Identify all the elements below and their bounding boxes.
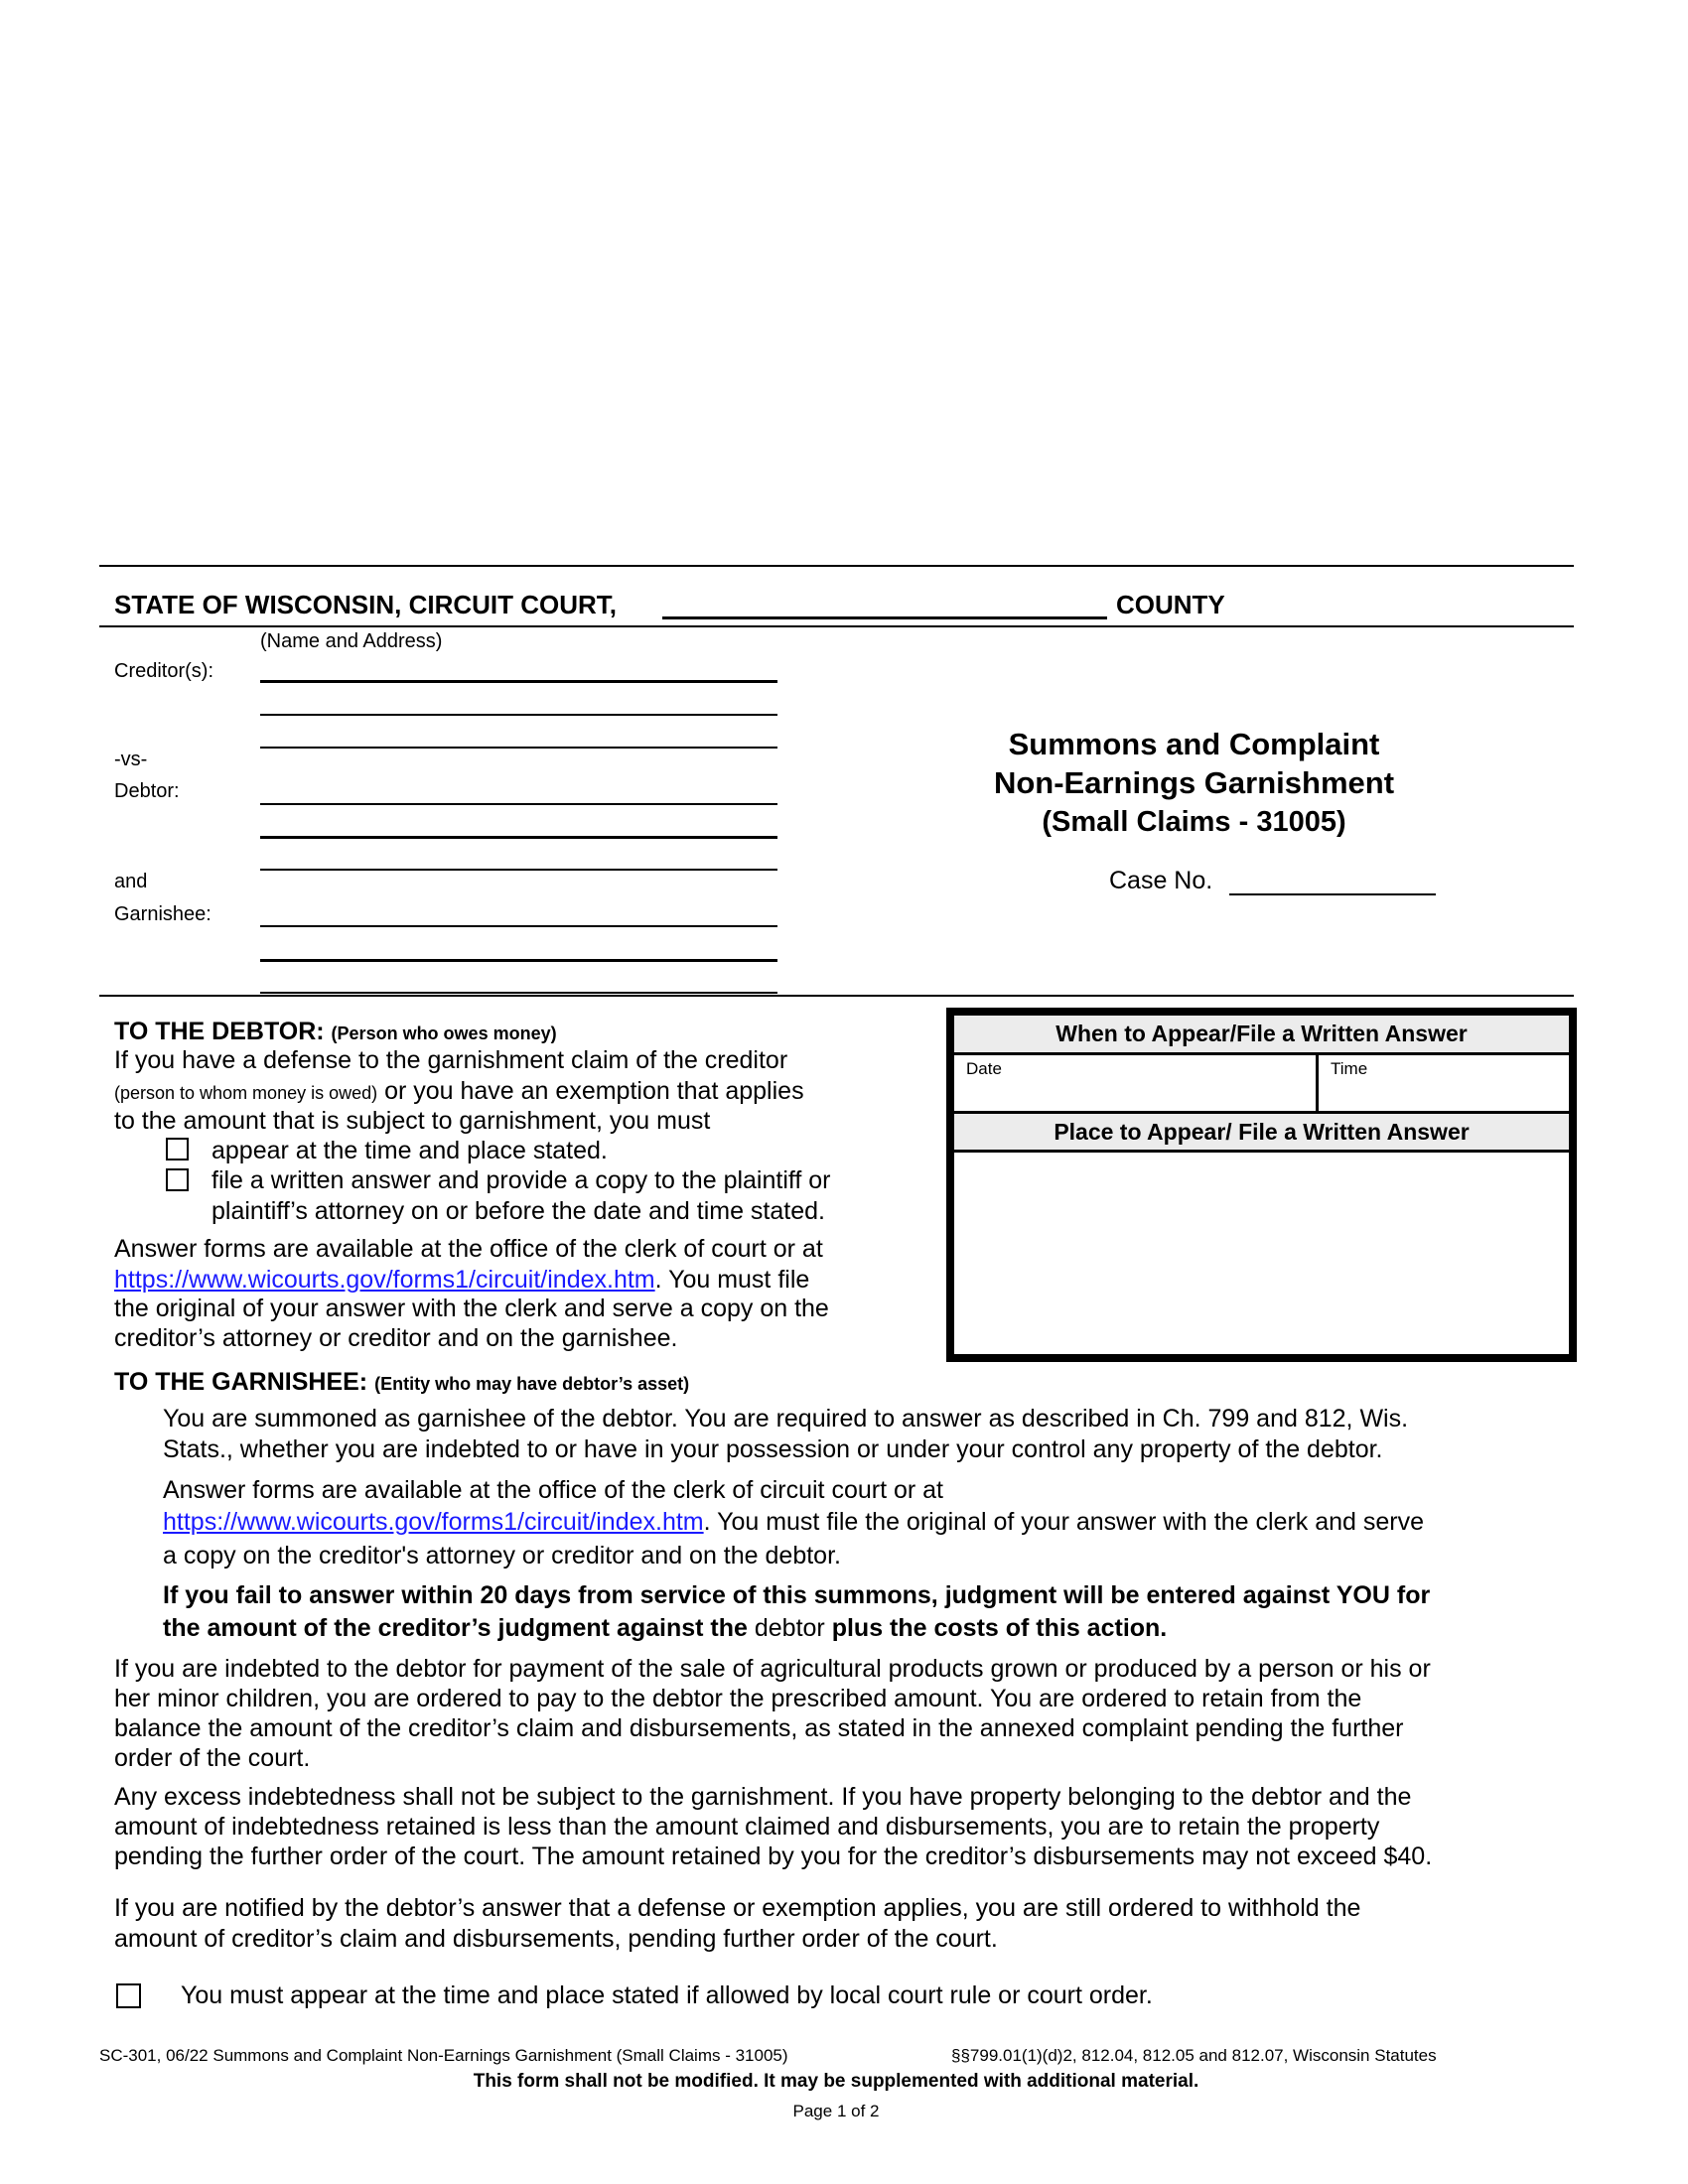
creditor-line-1[interactable] [260,680,777,683]
garnishee-text: Stats., whether you are indebted to or have in your possession or under your control any property of the debtor. [163,1435,1383,1463]
notified-text: amount of creditor’s claim and disbursements, pending further order of the court. [114,1925,998,1953]
debtor-forms-text [114,1265,809,1295]
county-label: COUNTY [1116,590,1225,619]
time-field[interactable] [1319,1055,1569,1114]
when-header: When to Appear/File a Written Answer [954,1016,1569,1055]
excess-text: Any excess indebtedness shall not be subject to the garnishment. If you have property belonging to the debtor and the [114,1783,1412,1811]
header-rule [99,625,1574,627]
debtor-heading [114,1017,557,1048]
written-answer-label: plaintiff’s attorney on or before the date and time stated. [211,1197,825,1225]
creditor-line-2[interactable] [260,714,777,716]
garnishee-line-2[interactable] [260,959,777,962]
name-address-label: (Name and Address) [260,630,443,652]
debtor-line-1[interactable] [260,803,777,805]
vs-label: -vs- [114,749,148,770]
agricultural-text: balance the amount of the creditor’s claim and disbursements, as stated in the annexed complaint pending the further [114,1714,1404,1742]
must-appear-label: You must appear at the time and place stated if allowed by local court rule or court order. [181,1981,1153,2009]
warning-part: plus the costs of this action. [824,1614,1168,1642]
page-number: Page 1 of 2 [792,2102,880,2120]
date-field[interactable] [954,1055,1319,1114]
garnishee-text: You are summoned as garnishee of the debtor. You are required to answer as described in Ch. 799 and 812, Wis. [163,1405,1409,1433]
garnishee-text-rest: . You must file the original of your answer with the clerk and serve [703,1508,1425,1536]
agricultural-text: order of the court. [114,1744,311,1772]
written-answer-checkbox[interactable] [166,1168,189,1191]
form-id: SC-301, 06/22 Summons and Complaint Non-Earnings Garnishment (Small Claims - 31005) [99,2046,788,2065]
garnishee-warning [163,1613,1167,1643]
garnishee-warning: If you fail to answer within 20 days from service of this summons, judgment will be entered against YOU for [163,1581,1431,1609]
form-category: (Small Claims - 31005) [1042,806,1346,838]
written-answer-label: file a written answer and provide a copy to the plaintiff or [211,1166,831,1194]
case-no-label: Case No. [1109,867,1213,894]
garnishee-text: a copy on the creditor's attorney or creditor and on the debtor. [163,1542,841,1570]
court-heading: STATE OF WISCONSIN, CIRCUIT COURT, [114,590,618,619]
excess-text: amount of indebtedness retained is less than the amount claimed and disbursements, you are to retain the property [114,1813,1380,1841]
debtor-subheading: (Person who owes money) [331,1024,557,1043]
creditor-line-3[interactable] [260,747,777,749]
debtor-text-rest: or you have an exemption that applies [377,1077,804,1105]
debtor-text: If you have a defense to the garnishment claim of the creditor [114,1046,788,1074]
must-appear-checkbox[interactable] [116,1983,141,2008]
garnishee-heading-text: TO THE GARNISHEE: [114,1368,368,1396]
agricultural-text: her minor children, you are ordered to pay to the debtor the prescribed amount. You are ordered to retain from the [114,1685,1362,1712]
warning-part: debtor [754,1614,825,1642]
debtor-forms-text: the original of your answer with the clerk and serve a copy on the [114,1295,829,1322]
forms-link[interactable]: https://www.wicourts.gov/forms1/circuit/index.htm [163,1508,704,1536]
forms-link[interactable]: https://www.wicourts.gov/forms1/circuit/index.htm [114,1266,655,1294]
section-rule [99,995,1574,997]
garnishee-line-1[interactable] [260,925,777,927]
statutes: §§799.01(1)(d)2, 812.04, 812.05 and 812.07, Wisconsin Statutes [951,2046,1437,2065]
excess-text: pending the further order of the court. The amount retained by you for the creditor’s disbursements may not exceed $40. [114,1843,1433,1870]
debtor-text: to the amount that is subject to garnishment, you must [114,1107,711,1135]
appear-option-label: appear at the time and place stated. [211,1137,608,1164]
agricultural-text: If you are indebted to the debtor for payment of the sale of agricultural products grown or produced by a person or his or [114,1655,1431,1683]
creditor-definition: (person to whom money is owed) [114,1083,378,1103]
debtor-forms-rest: . You must file [654,1266,810,1294]
warning-part: the amount of the creditor’s judgment against the [163,1614,755,1642]
place-header: Place to Appear/ File a Written Answer [954,1114,1569,1153]
top-rule [99,565,1574,567]
debtor-forms-text: creditor’s attorney or creditor and on the garnishee. [114,1324,678,1352]
county-field[interactable] [662,616,1107,619]
debtor-text [114,1076,804,1108]
time-label: Time [1331,1059,1368,1078]
form-subtitle: Non-Earnings Garnishment [993,765,1395,800]
appear-checkbox[interactable] [166,1138,189,1160]
place-field[interactable] [954,1153,1569,1354]
garnishee-text: Answer forms are available at the office of the clerk of circuit court or at [163,1476,943,1504]
debtor-line-2[interactable] [260,836,777,839]
debtor-forms-text: Answer forms are available at the office of the clerk of court or at [114,1235,823,1263]
debtor-label: Debtor: [114,780,180,802]
creditor-label: Creditor(s): [114,660,214,682]
form-title: Summons and Complaint [1008,727,1380,761]
and-label: and [114,871,148,892]
garnishee-heading [114,1367,689,1399]
garnishee-label: Garnishee: [114,903,211,925]
appearance-box [946,1008,1577,1362]
debtor-heading-text: TO THE DEBTOR: [114,1018,325,1045]
modification-notice: This form shall not be modified. It may be supplemented with additional material. [473,2071,1199,2092]
case-no-field[interactable] [1229,893,1436,895]
notified-text: If you are notified by the debtor’s answer that a defense or exemption applies, you are still ordered to withhold the [114,1894,1361,1922]
garnishee-text [163,1507,1424,1537]
garnishee-subheading: (Entity who may have debtor’s asset) [374,1374,690,1394]
debtor-line-3[interactable] [260,869,777,871]
date-label: Date [966,1059,1002,1078]
garnishee-line-3[interactable] [260,992,777,994]
